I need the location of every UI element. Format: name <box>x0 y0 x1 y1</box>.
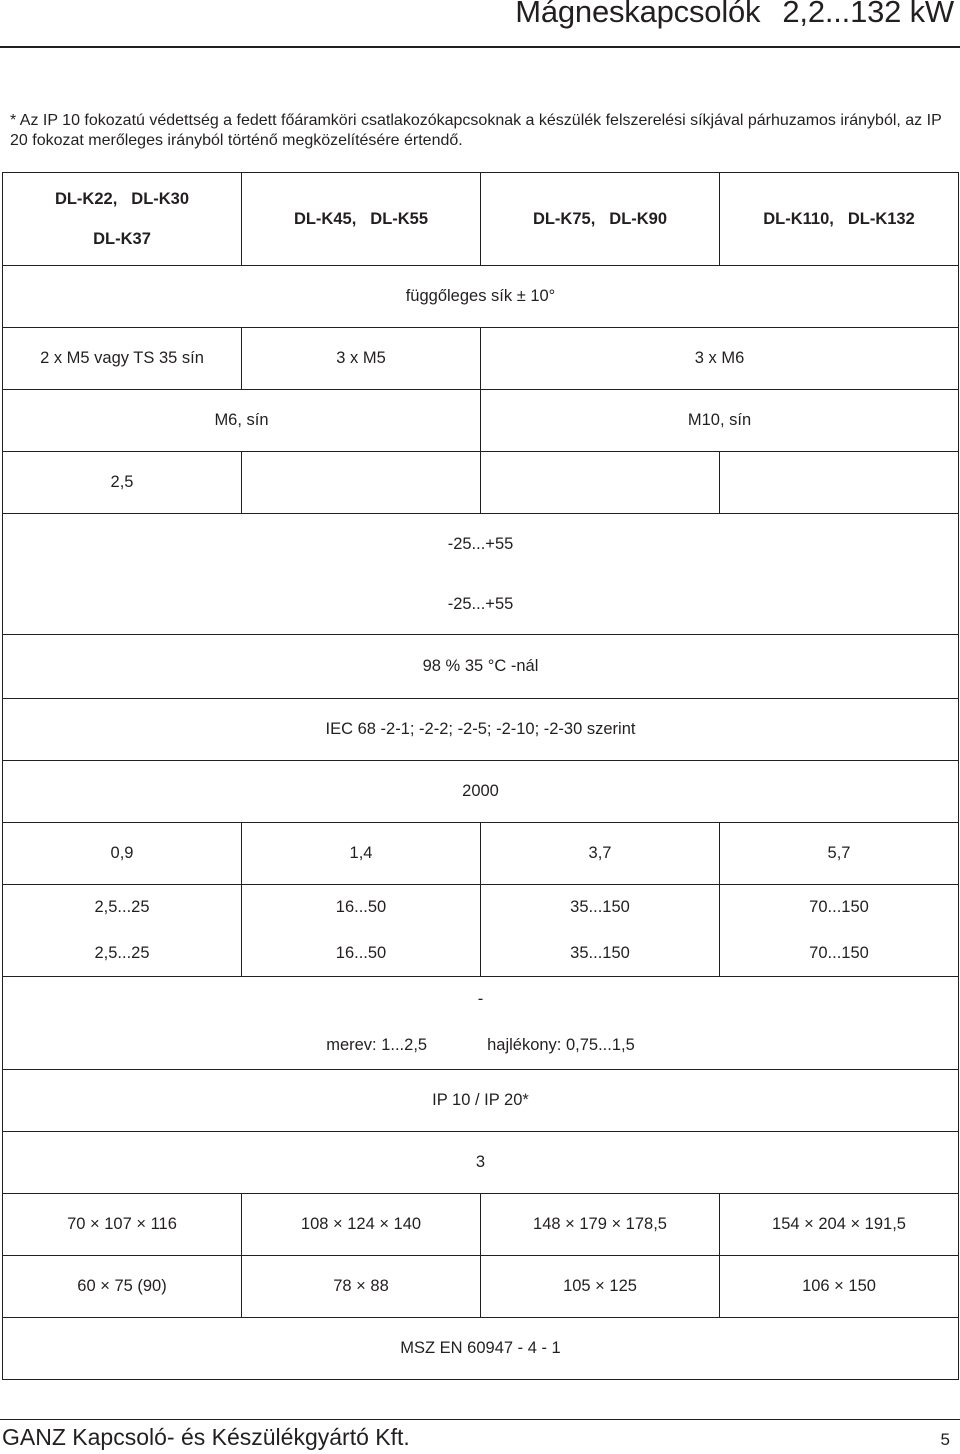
cross-section-cell: 70...150 <box>720 885 959 931</box>
mounting-plane-cell: függőleges sík ± 10° <box>3 266 959 328</box>
table-row <box>3 761 959 823</box>
climate-cell: IEC 68 -2-1; -2-2; -2-5; -2-10; -2-30 szerint <box>3 699 959 761</box>
table-row <box>3 823 959 885</box>
table-row <box>3 1256 959 1318</box>
mass-cell: 1,4 <box>242 823 481 885</box>
title-rule <box>0 46 960 48</box>
dimension-cell: 148 × 179 × 178,5 <box>481 1194 720 1256</box>
humidity-cell: 98 % 35 °C -nál <box>3 635 959 699</box>
table-row <box>3 1023 959 1070</box>
table-row <box>3 1318 959 1380</box>
header-cell-dl-k110-k132: DL-K110, DL-K132 <box>720 173 959 266</box>
dimension-cell: 108 × 124 × 140 <box>242 1194 481 1256</box>
mass-cell: 0,9 <box>3 823 242 885</box>
mounting-cell: 2 x M5 vagy TS 35 sín <box>3 328 242 390</box>
cross-section-cell: 70...150 <box>720 931 959 977</box>
page-number: 5 <box>940 1430 950 1449</box>
header-cell-dl-k75-k90: DL-K75, DL-K90 <box>481 173 720 266</box>
protection-cell: IP 10 / IP 20* <box>3 1070 959 1132</box>
table-row <box>3 452 959 514</box>
empty-cell <box>242 452 481 514</box>
cross-section-cell: 35...150 <box>481 931 720 977</box>
mounting-dim-cell: 60 × 75 (90) <box>3 1256 242 1318</box>
dimension-cell: 154 × 204 × 191,5 <box>720 1194 959 1256</box>
temperature-operating-cell: -25...+55 <box>3 514 959 576</box>
pollution-cell: 3 <box>3 1132 959 1194</box>
standard-cell: MSZ EN 60947 - 4 - 1 <box>3 1318 959 1380</box>
table-header-row <box>3 173 959 266</box>
altitude-cell: 2000 <box>3 761 959 823</box>
mounting-cell: 3 x M6 <box>481 328 959 390</box>
empty-cell <box>481 452 720 514</box>
header-cell-dl-k45-k55: DL-K45, DL-K55 <box>242 173 481 266</box>
mounting-cell: 3 x M5 <box>242 328 481 390</box>
table-row <box>3 931 959 977</box>
table-row <box>3 266 959 328</box>
spec-table <box>2 172 959 1380</box>
temperature-storage-cell: -25...+55 <box>3 576 959 635</box>
dash-cell: - <box>3 977 959 1023</box>
table-row <box>3 328 959 390</box>
header-cell-dl-k22-k37: DL-K22, DL-K30 DL-K37 <box>3 173 242 266</box>
table-row <box>3 390 959 452</box>
mounting-dim-cell: 106 × 150 <box>720 1256 959 1318</box>
cross-section-cell: 35...150 <box>481 885 720 931</box>
table-row <box>3 576 959 635</box>
table-row <box>3 1070 959 1132</box>
empty-cell <box>720 452 959 514</box>
value-cell: 2,5 <box>3 452 242 514</box>
mass-cell: 3,7 <box>481 823 720 885</box>
mounting-dim-cell: 78 × 88 <box>242 1256 481 1318</box>
table-row <box>3 885 959 931</box>
cross-section-cell: 16...50 <box>242 931 481 977</box>
table-row <box>3 635 959 699</box>
table-row <box>3 1132 959 1194</box>
company-name: GANZ Kapcsoló- és Készülékgyártó Kft. <box>2 1424 410 1450</box>
table-row <box>3 977 959 1023</box>
mounting-dim-cell: 105 × 125 <box>481 1256 720 1318</box>
table-row <box>3 1194 959 1256</box>
cross-section-cell: 2,5...25 <box>3 931 242 977</box>
table-row <box>3 699 959 761</box>
dimension-cell: 70 × 107 × 116 <box>3 1194 242 1256</box>
cross-section-cell: 16...50 <box>242 885 481 931</box>
aux-conductor-cell: merev: 1...2,5 hajlékony: 0,75...1,5 <box>3 1023 959 1070</box>
terminal-cell: M10, sín <box>481 390 959 452</box>
footer-rule <box>0 1419 960 1420</box>
table-row <box>3 514 959 576</box>
terminal-cell: M6, sín <box>3 390 481 452</box>
page-title: Mágneskapcsolók 2,2...132 kW <box>515 0 954 29</box>
cross-section-cell: 2,5...25 <box>3 885 242 931</box>
mass-cell: 5,7 <box>720 823 959 885</box>
footnote: * Az IP 10 fokozatú védettség a fedett főáramköri csatlakozókapcsoknak a készülék felszerelési síkjával párhuzamos irányból, az IP 20 fokozat merőleges irányból történő megközelítésére értendő. <box>10 112 942 149</box>
